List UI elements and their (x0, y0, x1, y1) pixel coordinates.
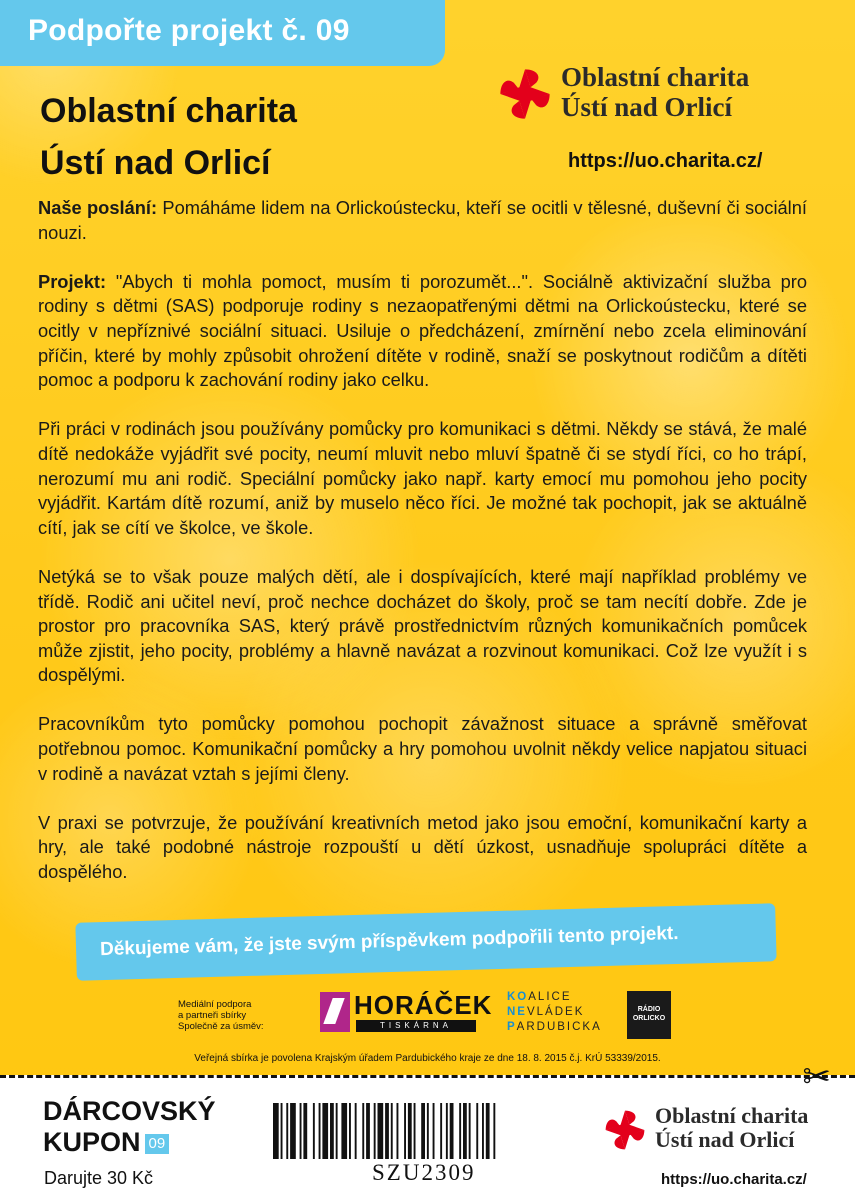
org-title (40, 85, 297, 189)
barcode-bar (486, 1103, 490, 1159)
coupon-title (43, 1096, 216, 1158)
barcode-bar (355, 1103, 357, 1159)
barcode-code: SZU2309 (372, 1160, 476, 1185)
barcode-bar (374, 1103, 376, 1159)
koalice-line3 (507, 1020, 602, 1035)
barcode-bar (408, 1103, 412, 1159)
logo-line2: Ústí nad Orlicí (561, 92, 733, 122)
partners-label (178, 999, 264, 1032)
radio-line1: RÁDIO (637, 1006, 661, 1013)
barcode-bar (281, 1103, 283, 1159)
mission-text: Pomáháme lidem na Orlickoústecku, kteří se ocitli v tělesné, duševní či sociální nouzi. (38, 197, 807, 243)
barcode-bar (290, 1103, 296, 1159)
logo-text (561, 62, 749, 122)
thanks-banner (75, 903, 776, 981)
coupon-number-badge: 09 (145, 1134, 170, 1154)
charita-logo (497, 62, 797, 126)
coupon-kupon: KUPON (43, 1127, 141, 1157)
barcode-bar (493, 1103, 495, 1159)
coupon-title-line2 (43, 1127, 216, 1158)
thanks-text: Děkujeme vám, že jste svým příspěvkem podpořili tento projekt. (99, 922, 679, 961)
partners-label-line2: a partneři sbírky (178, 1010, 247, 1021)
horacek-name: HORÁČEK (354, 990, 493, 1020)
barcode-bar (385, 1103, 389, 1159)
barcode-bar (427, 1103, 429, 1159)
barcode-bar (450, 1103, 454, 1159)
nevladek-rest: VLÁDEK (526, 1006, 585, 1018)
mission-label: Naše poslání: (38, 197, 158, 218)
koalice-line2 (507, 1005, 602, 1020)
barcode-bar (391, 1103, 393, 1159)
barcode-bar (421, 1103, 425, 1159)
legal-notice: Veřejná sbírka je povolena Krajským úřadem Pardubického kraje ze dne 18. 8. 2015 č.j. KrÚ 53339/2015. (194, 1053, 661, 1064)
barcode-bar (349, 1103, 351, 1159)
coupon-logo-text (655, 1104, 808, 1152)
barcode (273, 1103, 573, 1163)
horacek-mark-icon (320, 992, 350, 1032)
coupon-website-url[interactable]: https://uo.charita.cz/ (661, 1171, 807, 1188)
donate-amount: Darujte 30 Kč (44, 1168, 154, 1188)
koalice-logo (507, 990, 602, 1035)
project-label: Projekt: (38, 270, 107, 292)
coupon-logo-line2: Ústí nad Orlicí (655, 1127, 795, 1152)
barcode-bar (463, 1103, 467, 1159)
charita-cross-icon (497, 66, 553, 122)
project-paragraph (38, 270, 807, 393)
pardubicka-rest: ARDUBICKA (516, 1021, 602, 1033)
barcode-bar (313, 1103, 315, 1159)
project-tab-label: Podpořte projekt č. 09 (28, 14, 350, 47)
koalice-line1 (507, 990, 602, 1005)
charita-cross-icon (603, 1108, 647, 1152)
barcode-bar (378, 1103, 384, 1159)
org-title-line2: Ústí nad Orlicí (40, 144, 271, 182)
barcode-bar (273, 1103, 279, 1159)
barcode-bar (404, 1103, 406, 1159)
barcode-bar (322, 1103, 328, 1159)
barcode-bar (300, 1103, 302, 1159)
coupon-title-line1: DÁRCOVSKÝ (43, 1096, 216, 1126)
barcode-bar (440, 1103, 442, 1159)
barcode-bar (319, 1103, 321, 1159)
barcode-bar (286, 1103, 288, 1159)
koalice-initial: KO (507, 991, 529, 1003)
radio-orlicko-logo (627, 991, 671, 1039)
barcode-bar (366, 1103, 370, 1159)
barcode-bar (341, 1103, 347, 1159)
barcode-bar (459, 1103, 461, 1159)
barcode-bar (336, 1103, 338, 1159)
project-description (38, 196, 807, 909)
org-title-line1: Oblastní charita (40, 92, 297, 130)
website-url[interactable]: https://uo.charita.cz/ (568, 150, 763, 172)
barcode-bar (362, 1103, 364, 1159)
logo-line1: Oblastní charita (561, 62, 750, 92)
nevladek-initial: NE (507, 1006, 527, 1018)
project-text: "Abych ti mohla pomoct, musím ti porozumět...". Sociálně aktivizační služba pro rodiny s dětmi (SAS) podporuje rodiny s nezaopatřenými dětmi na Orlickoústecku, které se ocitly v nepříznivé sociální situaci. Usiluje o předcházení, zmírnění nebo zcela eliminování příčin, které by mohly způsobit ohrožení dítěte v rodině, snaží se poskytnout rodičům a dítěti pomoc a podporu k zachování rodiny jako celku. (38, 270, 807, 391)
barcode-bar (330, 1103, 334, 1159)
coupon-logo-line1: Oblastní charita (655, 1103, 809, 1128)
barcode-bar (476, 1103, 478, 1159)
barcode-bar (482, 1103, 484, 1159)
paragraph-3: Pracovníkům tyto pomůcky pomohou pochopit závažnost situace a správně směřovat potřebnou pomoc. Komunikační pomůcky a hry pomohou uvolnit někdy velice napjatou situaci v rodině a navázat vztah s jejími členy. (38, 713, 807, 784)
barcode-bar (446, 1103, 448, 1159)
barcode-bar (414, 1103, 416, 1159)
paragraph-4: V praxi se potvrzuje, že používání kreativních metod jako jsou emoční, komunikační karty a hry, ale také podobné nástroje rozpouští u dětí úzkost, usnadňuje spolupráci dítěte a dospělého. (38, 811, 807, 883)
horacek-logo (320, 990, 493, 1036)
barcode-bar (397, 1103, 399, 1159)
scissors-icon: ✂ (802, 1058, 831, 1096)
project-tab-banner (0, 0, 445, 66)
pardubicka-initial: P (507, 1021, 517, 1033)
horacek-sub: TISKÁRNA (356, 1020, 476, 1032)
partners-label-line3: Společně za úsměv: (178, 1021, 264, 1032)
partners-label-line1: Mediální podpora (178, 999, 252, 1010)
barcode-bar (433, 1103, 435, 1159)
mission-paragraph (38, 196, 807, 245)
barcode-bar (303, 1103, 307, 1159)
paragraph-1: Při práci v rodinách jsou používány pomůcky pro komunikaci s dětmi. Někdy se stává, že malé dítě nedokáže vyjádřit své pocity, neumí mluvit nebo mluví špatně či se stydí říci, co ho trápí, nerozumí mu ani rodič. Speciální pomůcky jako např. karty emocí mu pomohou jeho pocity vyjádřit. Kartám dítě rozumí, aniž by muselo něco říci. Je možné tak pochopit, jak se aktuálně cítí, jak se cítí ve školce, ve škole. (38, 418, 807, 538)
koalice-rest: ALICE (528, 991, 572, 1003)
radio-line2: ORLICKO (632, 1015, 666, 1022)
paragraph-2: Netýká se to však pouze malých dětí, ale i dospívajících, které mají například problémy ve třídě. Rodič ani učitel neví, proč nechce docházet do školy, proč se tam necítí dobře. Zde je prostor pro pracovníka SAS, který právě prostřednictvím různých komunikačních pomůcek může zjistit, jeho pocity, problémy a hlavně navázat a rozvinout komunikaci. Což lze využít i s dospělými. (38, 565, 807, 686)
barcode-bar (469, 1103, 471, 1159)
coupon-charita-logo (603, 1104, 843, 1154)
